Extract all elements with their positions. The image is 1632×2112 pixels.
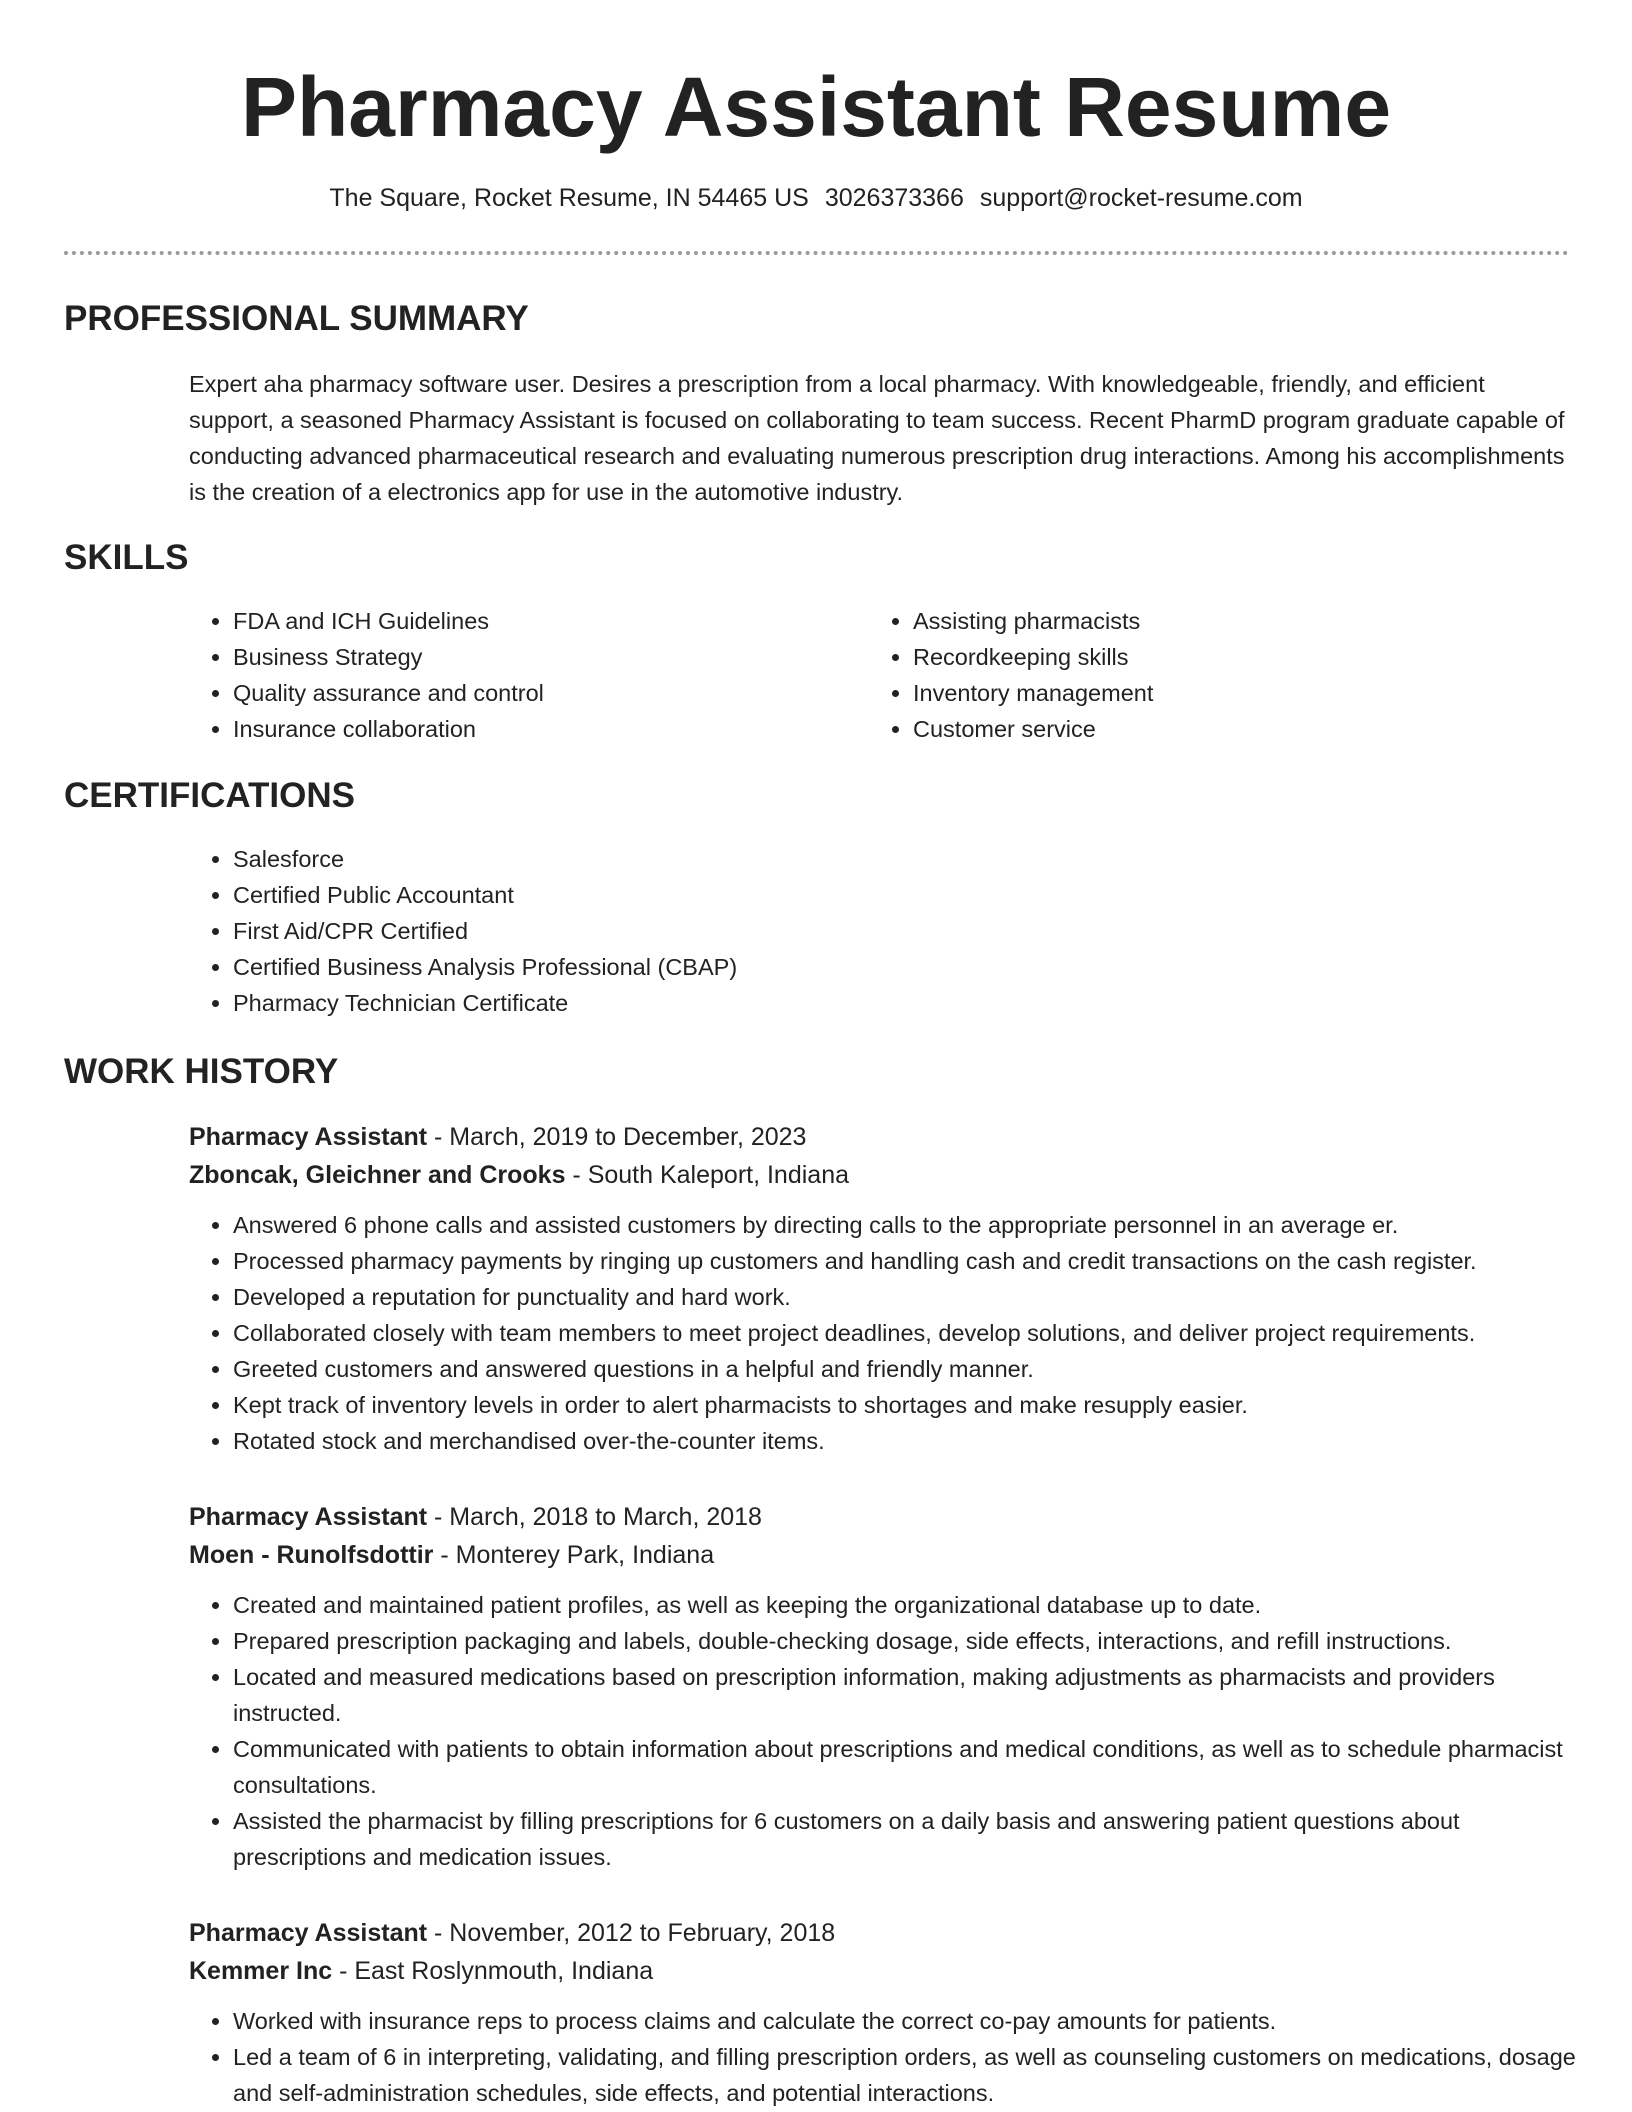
job-duties-list <box>189 1207 1589 1459</box>
summary-heading: PROFESSIONAL SUMMARY <box>64 299 529 338</box>
certification-item: • Pharmacy Technician Certificate <box>233 985 1613 1021</box>
job-duty: • Communicated with patients to obtain information about prescriptions and medical conditions, as well as to schedule pharmacist consultations. <box>233 1731 1589 1803</box>
skill-item: • FDA and ICH Guidelines <box>233 603 873 639</box>
job-duty: • Led a team of 6 in interpreting, validating, and filling prescription orders, as well as counseling customers on medications, dosage and self-administration schedules, side effects, and potential interactions. <box>233 2039 1589 2111</box>
job-company-line <box>189 1536 1589 1574</box>
job-duty: • Processed pharmacy payments by ringing up customers and handling cash and credit transactions on the cash register. <box>233 1243 1589 1279</box>
job-title: Pharmacy Assistant <box>189 1503 428 1531</box>
job-entry <box>189 1498 1589 1875</box>
job-duty: • Answered 6 phone calls and assisted customers by directing calls to the appropriate personnel in an average er. <box>233 1207 1589 1243</box>
skills-heading: SKILLS <box>64 538 189 577</box>
job-title: Pharmacy Assistant <box>189 1919 428 1947</box>
certifications-heading: CERTIFICATIONS <box>64 776 356 815</box>
job-duty: • Collaborated closely with team members to meet project deadlines, develop solutions, and deliver project requirements. <box>233 1315 1589 1351</box>
skill-item: • Insurance collaboration <box>233 711 873 747</box>
job-company: Moen - Runolfsdottir <box>189 1541 434 1569</box>
job-duties-list <box>189 1587 1589 1875</box>
job-company-line <box>189 1156 1589 1194</box>
resume-title: Pharmacy Assistant Resume <box>240 60 1392 154</box>
header-divider <box>64 251 1569 255</box>
skill-item: • Business Strategy <box>233 639 873 675</box>
job-duty: • Worked with insurance reps to process claims and calculate the correct co-pay amounts for patients. <box>233 2003 1589 2039</box>
certification-item: • First Aid/CPR Certified <box>233 913 1613 949</box>
job-dates: - November, 2012 to February, 2018 <box>427 1919 836 1947</box>
skill-item: • Assisting pharmacists <box>913 603 1553 639</box>
contact-email: support@rocket-resume.com <box>979 184 1303 212</box>
certification-item: • Salesforce <box>233 841 1613 877</box>
contact-info <box>0 178 1632 218</box>
summary-text: Expert aha pharmacy software user. Desires a prescription from a local pharmacy. With knowledgeable, friendly, and efficient support, a seasoned Pharmacy Assistant is focused on collaborating to team success. Recent PharmD program graduate capable of conducting advanced pharmaceutical research and evaluating numerous prescription drug interactions. Among his accomplishments is the creation of a electronics app for use in the automotive industry. <box>189 371 1565 505</box>
job-entry <box>189 1118 1589 1459</box>
job-location: - South Kaleport, Indiana <box>565 1161 850 1189</box>
job-company: Zboncak, Gleichner and Crooks <box>189 1161 566 1189</box>
skills-list-left <box>189 603 873 747</box>
skill-item: • Quality assurance and control <box>233 675 873 711</box>
job-duty: • Located and measured medications based on prescription information, making adjustments as pharmacists and providers instructed. <box>233 1659 1589 1731</box>
job-duty: • Greeted customers and answered questions in a helpful and friendly manner. <box>233 1351 1589 1387</box>
job-entry <box>189 1914 1589 2111</box>
job-duty: • Rotated stock and merchandised over-the-counter items. <box>233 1423 1589 1459</box>
job-title: Pharmacy Assistant <box>189 1123 428 1151</box>
job-dates: - March, 2019 to December, 2023 <box>427 1123 807 1151</box>
job-company: Kemmer Inc <box>189 1957 333 1985</box>
job-dates: - March, 2018 to March, 2018 <box>427 1503 762 1531</box>
job-duty: • Assisted the pharmacist by filling prescriptions for 6 customers on a daily basis and answering patient questions about prescriptions and medication issues. <box>233 1803 1589 1875</box>
work-history-heading: WORK HISTORY <box>64 1052 339 1091</box>
job-company-line <box>189 1952 1589 1990</box>
certifications-list <box>189 841 1613 1021</box>
skill-item: • Customer service <box>913 711 1553 747</box>
job-duties-list <box>189 2003 1589 2111</box>
job-title-line <box>189 1118 1589 1156</box>
skill-item: • Inventory management <box>913 675 1553 711</box>
job-title-line <box>189 1914 1589 1952</box>
contact-phone: 3026373366 <box>824 184 964 212</box>
job-title-line <box>189 1498 1589 1536</box>
job-duty: • Prepared prescription packaging and labels, double-checking dosage, side effects, interactions, and refill instructions. <box>233 1623 1589 1659</box>
contact-address: The Square, Rocket Resume, IN 54465 US <box>329 184 809 212</box>
skill-item: • Recordkeeping skills <box>913 639 1553 675</box>
certification-item: • Certified Public Accountant <box>233 877 1613 913</box>
job-duty: • Kept track of inventory levels in order to alert pharmacists to shortages and make resupply easier. <box>233 1387 1589 1423</box>
certification-item: • Certified Business Analysis Professional (CBAP) <box>233 949 1613 985</box>
job-location: - East Roslynmouth, Indiana <box>332 1957 654 1985</box>
job-location: - Monterey Park, Indiana <box>433 1541 715 1569</box>
skills-list-right <box>869 603 1553 747</box>
job-duty: • Developed a reputation for punctuality and hard work. <box>233 1279 1589 1315</box>
job-duty: • Created and maintained patient profiles, as well as keeping the organizational database up to date. <box>233 1587 1589 1623</box>
